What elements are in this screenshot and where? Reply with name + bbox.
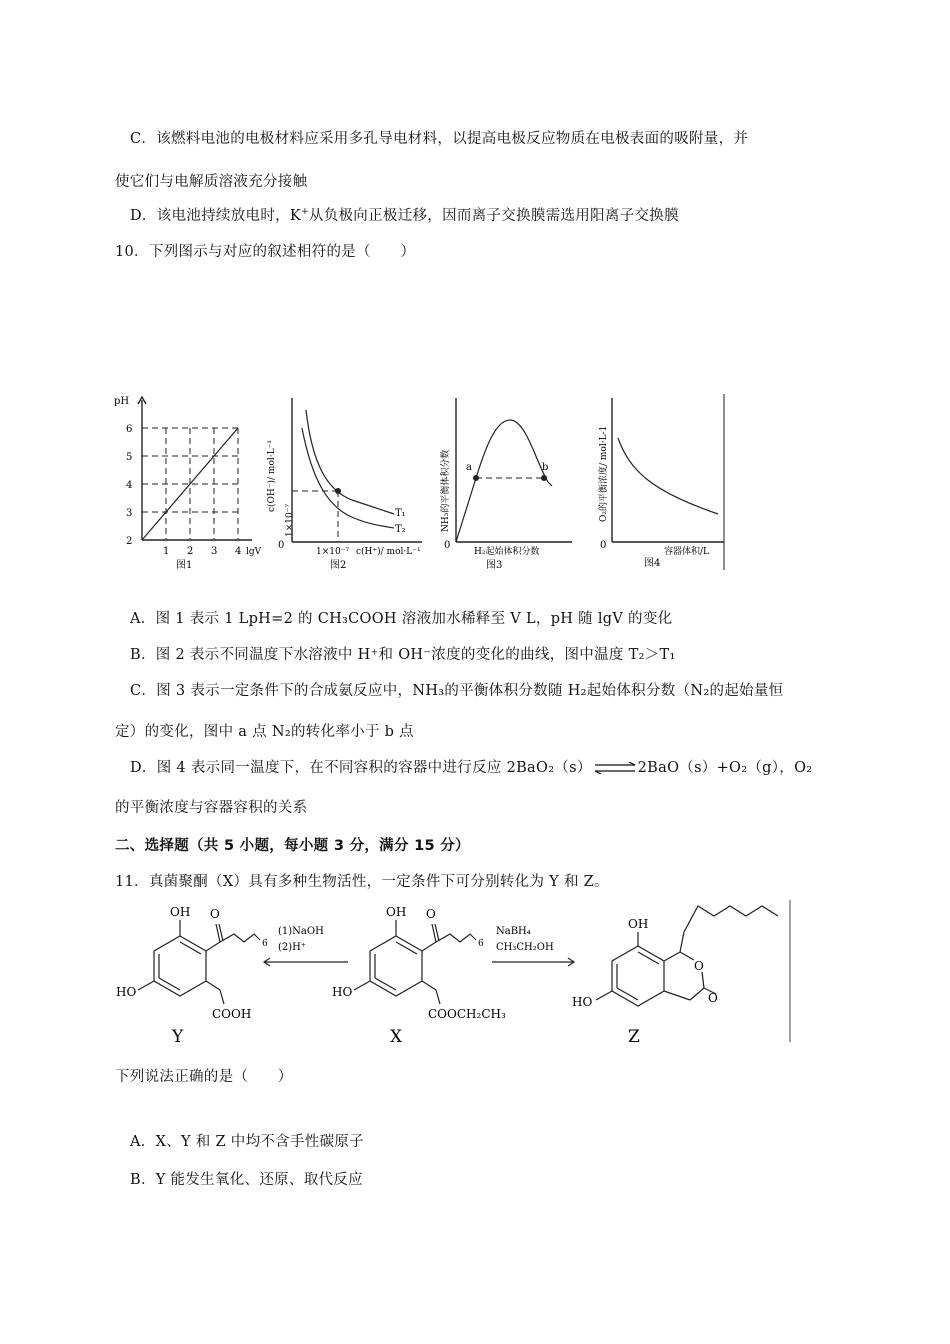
svg-text:OH: OH [170,905,191,919]
fig4-curve [618,438,718,514]
fig1-xtick-4: 4 [235,546,242,557]
fig4-ylabel: O₂的平衡浓度/ mol·L-1 [599,425,609,522]
fig1-ytick-4: 4 [126,480,133,491]
fig3-point-a [473,475,479,481]
reaction-scheme [110,896,800,1048]
svg-text:OH: OH [628,917,649,931]
svg-text:O: O [694,959,704,973]
fig3-label-a: a [466,462,472,473]
q10-option-d-line2: 的平衡浓度与容器容积的关系 [115,800,308,816]
q10-option-d: D．图 4 表示同一温度下，在不同容积的容器中进行反应 2BaO₂（s） 2BaO（s）+O₂（g），O₂ [130,760,813,776]
fig1-xlabel: lgV [246,547,262,557]
fig1-ytick-5: 5 [126,452,133,463]
fig1-xtick-1: 1 [163,546,170,557]
fig2-ytick: 1×10⁻⁷ [285,503,295,537]
q9-option-c-line2: 使它们与电解质溶液充分接触 [115,174,308,190]
q10-option-c-line1: C．图 3 表示一定条件下的合成氨反应中，NH₃的平衡体积分数随 H₂起始体积分数（N₂的起始量恒 [130,683,784,699]
figure-2 [262,392,432,572]
svg-text:Z: Z [628,1027,640,1047]
q9-option-c-line1: C．该燃料电池的电极材料应采用多孔导电材料，以提高电极反应物质在电极表面的吸附量，并 [130,131,749,147]
q10-option-b: B．图 2 表示不同温度下水溶液中 H⁺和 OH⁻浓度的变化的曲线，图中温度 T₂＞T₁ [130,647,676,663]
svg-text:(1)NaOH: (1)NaOH [278,926,324,937]
compound-x [332,905,506,1047]
fig2-t1-label: T₁ [395,508,406,519]
figure-1 [112,392,262,572]
svg-text:(2)H⁺: (2)H⁺ [278,942,307,953]
fig4-caption: 图4 [644,558,661,569]
svg-text:6: 6 [262,939,268,949]
fig1-ytick-2: 2 [126,536,133,547]
svg-text:X: X [390,1027,403,1047]
fig3-curve [456,420,552,542]
fig2-xlabel: c(H⁺)/ mol·L⁻¹ [356,547,421,557]
fig3-ylabel: NH₃的平衡体积分数 [441,449,451,532]
svg-text:CH₃CH₂OH: CH₃CH₂OH [496,942,554,953]
fig2-curve-t1 [306,410,394,514]
svg-text:Y: Y [172,1027,184,1047]
fig3-caption: 图3 [486,560,503,571]
q10-option-a: A．图 1 表示 1 LpH=2 的 CH₃COOH 溶液加水稀释至 V L，pH 随 lgV 的变化 [130,611,673,627]
fig2-ylabel: c(OH⁻)/ mol·L⁻¹ [267,440,277,512]
fig4-xlabel: 容器体积/L [664,547,710,557]
fig2-t2-label: T₂ [395,524,406,535]
fig2-origin: 0 [278,540,285,551]
q11-option-b: B．Y 能发生氧化、还原、取代反应 [130,1172,363,1188]
fig1-caption: 图1 [176,560,193,571]
fig2-curve-t2 [302,428,394,528]
equilibrium-arrow-icon [593,762,637,774]
svg-text:O: O [210,907,220,921]
compound-z [572,900,790,1047]
q10-stem: 10．下列图示与对应的叙述相符的是（ ） [115,244,416,260]
svg-text:HO: HO [332,985,353,999]
q11-option-a: A．X、Y 和 Z 中均不含手性碳原子 [130,1134,364,1150]
svg-text:COOCH₂CH₃: COOCH₂CH₃ [428,1007,506,1021]
fig2-caption: 图2 [330,560,347,571]
svg-text:O: O [708,991,718,1005]
fig3-point-b [541,475,547,481]
fig4-origin: 0 [600,540,607,551]
svg-text:O: O [426,907,436,921]
fig1-ylabel: pH [114,396,130,407]
svg-text:6: 6 [478,939,484,949]
fig3-label-b: b [542,462,549,473]
svg-text:COOH: COOH [212,1007,252,1021]
q11-prompt: 下列说法正确的是（ ） [115,1069,293,1085]
q11-stem: 11．真菌聚酮（X）具有多种生物活性，一定条件下可分别转化为 Y 和 Z。 [115,874,609,890]
svg-text:HO: HO [116,985,137,999]
fig2-point [335,488,341,494]
compound-y [116,905,268,1047]
figure-3 [436,392,586,572]
svg-text:NaBH₄: NaBH₄ [496,926,531,937]
fig3-xlabel: H₂起始体积分数 [474,547,540,557]
fig1-ytick-3: 3 [126,508,133,519]
fig3-origin: 0 [444,540,451,551]
fig1-xtick-3: 3 [211,546,218,557]
svg-text:OH: OH [386,905,407,919]
fig1-ytick-6: 6 [126,424,133,435]
figure-4 [590,392,730,572]
fig1-xtick-2: 2 [187,546,194,557]
q9-option-d: D．该电池持续放电时，K+从负极向正极迁移，因而离子交换膜需选用阳离子交换膜 [130,207,679,224]
fig2-xtick: 1×10⁻⁷ [316,547,350,557]
svg-text:HO: HO [572,995,593,1009]
section-2-heading: 二、选择题（共 5 小题，每小题 3 分，满分 15 分） [115,838,470,854]
q10-option-c-line2: 定）的变化，图中 a 点 N₂的转化率小于 b 点 [115,724,414,740]
